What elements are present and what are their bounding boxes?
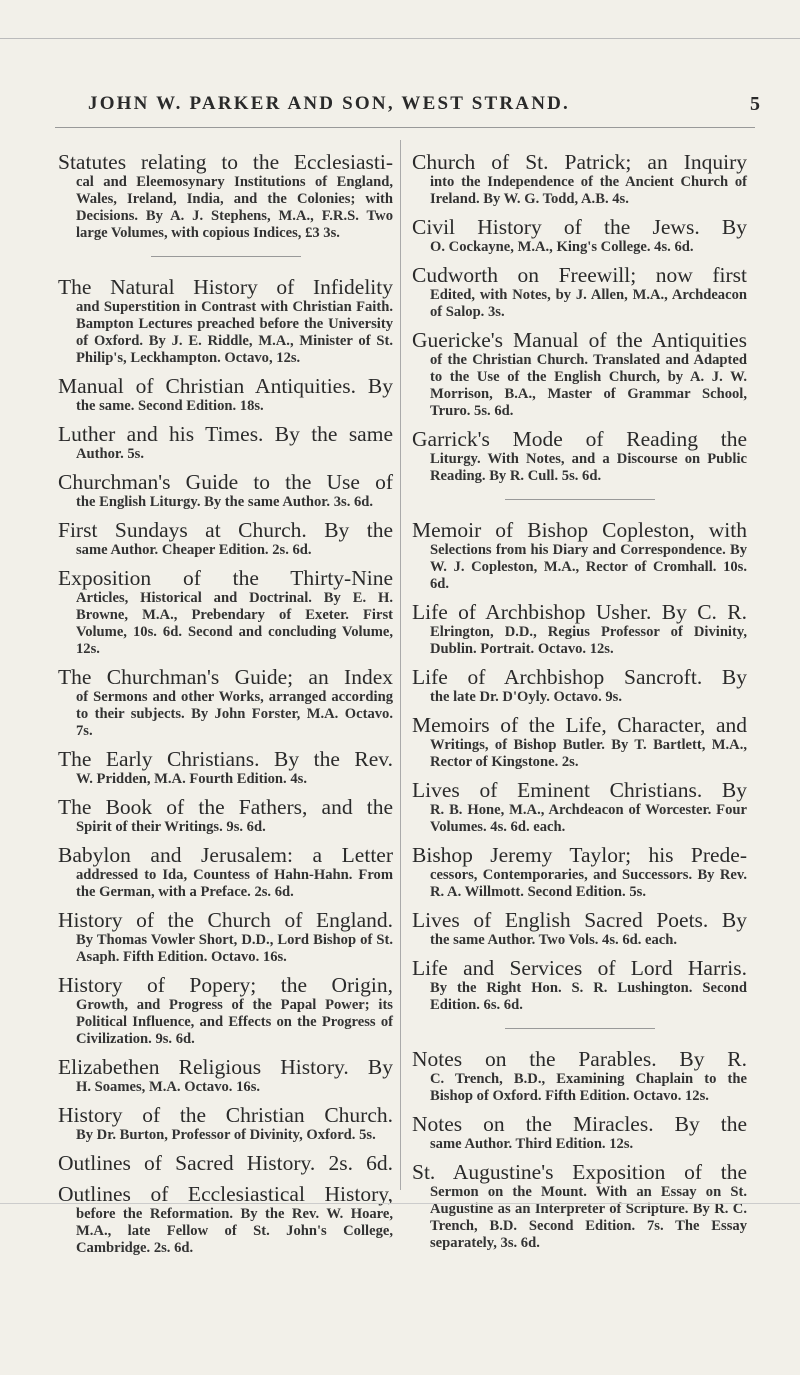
catalogue-entry	[58, 908, 393, 966]
catalogue-entry	[412, 778, 747, 836]
entry-title: Statutes relating to the Ecclesiasti-	[58, 150, 393, 174]
catalogue-entry	[412, 328, 747, 420]
entry-description: the English Liturgy. By the same Author. 3s. 6d.	[76, 494, 374, 510]
catalogue-entry	[58, 518, 393, 559]
entry-description: before the Reformation. By the Rev. W. Hoare, M.A., late Fellow of St. John's College, Cambridge. 2s. 6d.	[76, 1206, 393, 1256]
catalogue-entry	[58, 1151, 393, 1175]
entry-description: By Dr. Burton, Professor of Divinity, Oxford. 5s.	[76, 1127, 376, 1143]
entry-title: Exposition of the Thirty-Nine	[58, 566, 393, 590]
right-column	[412, 150, 747, 1259]
entry-title: Civil History of the Jews. By	[412, 215, 747, 239]
entry-title: Life and Services of Lord Harris.	[412, 956, 747, 980]
catalogue-entry	[412, 263, 747, 321]
entry-description: addressed to Ida, Countess of Hahn-Hahn. From the German, with a Preface. 2s. 6d.	[76, 867, 393, 900]
entry-description: the same Author. Two Vols. 4s. 6d. each.	[430, 932, 678, 948]
catalogue-entry	[58, 1182, 393, 1257]
entry-description: same Author. Cheaper Edition. 2s. 6d.	[76, 542, 312, 558]
catalogue-entry	[412, 600, 747, 658]
entry-title: Babylon and Jerusalem: a Letter	[58, 843, 393, 867]
entry-description: Edited, with Notes, by J. Allen, M.A., Archdeacon of Salop. 3s.	[430, 287, 747, 320]
entry-description: of Sermons and other Works, arranged according to their subjects. By John Forster, M.A. Octavo. 7s.	[76, 689, 393, 739]
entry-description: By Thomas Vowler Short, D.D., Lord Bishop of St. Asaph. Fifth Edition. Octavo. 16s.	[76, 932, 393, 965]
entry-title: Lives of Eminent Christians. By	[412, 778, 747, 802]
entry-description: Author. 5s.	[76, 446, 144, 462]
page-edge-line	[0, 38, 800, 39]
catalogue-entry	[412, 518, 747, 593]
entry-description: Spirit of their Writings. 9s. 6d.	[76, 819, 266, 835]
header-rule	[55, 127, 755, 128]
catalogue-entry	[412, 956, 747, 1014]
page-number: 5	[750, 93, 760, 115]
entry-title: Life of Archbishop Usher. By C. R.	[412, 600, 747, 624]
catalogue-entry	[58, 973, 393, 1048]
publisher-header: JOHN W. PARKER AND SON, WEST STRAND.	[88, 93, 570, 114]
entry-description: Elrington, D.D., Regius Professor of Divinity, Dublin. Portrait. Octavo. 12s.	[430, 624, 747, 657]
entry-title: Memoirs of the Life, Character, and	[412, 713, 747, 737]
section-divider	[505, 499, 655, 500]
catalogue-entry	[412, 1160, 747, 1252]
entry-description: By the Right Hon. S. R. Lushington. Second Edition. 6s. 6d.	[430, 980, 747, 1013]
catalogue-entry	[412, 1047, 747, 1105]
entry-description: Growth, and Progress of the Papal Power; its Political Influence, and Effects on the Progress of Civilization. 9s. 6d.	[76, 997, 393, 1047]
entry-title: First Sundays at Church. By the	[58, 518, 393, 542]
entry-description: O. Cockayne, M.A., King's College. 4s. 6d.	[430, 239, 694, 255]
catalogue-entry	[412, 665, 747, 706]
entry-title: History of the Church of England.	[58, 908, 393, 932]
catalogue-entry	[412, 427, 747, 485]
catalogue-entry	[58, 422, 393, 463]
entry-title: Outlines of Ecclesiastical History,	[58, 1182, 393, 1206]
entry-description: same Author. Third Edition. 12s.	[430, 1136, 634, 1152]
entry-title: Church of St. Patrick; an Inquiry	[412, 150, 747, 174]
entry-title: The Early Christians. By the Rev.	[58, 747, 393, 771]
entry-title: Luther and his Times. By the same	[58, 422, 393, 446]
catalogue-entry	[412, 150, 747, 208]
catalogue-entry	[58, 665, 393, 740]
catalogue-entry	[412, 908, 747, 949]
entry-title: Guericke's Manual of the Antiquities	[412, 328, 747, 352]
entry-title: Outlines of Sacred History. 2s. 6d.	[58, 1151, 393, 1175]
entry-title: History of Popery; the Origin,	[58, 973, 393, 997]
section-divider	[505, 1028, 655, 1029]
catalogue-entry	[58, 843, 393, 901]
entry-title: Notes on the Parables. By R.	[412, 1047, 747, 1071]
catalogue-entry	[412, 713, 747, 771]
catalogue-entry	[58, 374, 393, 415]
section-divider	[151, 256, 301, 257]
entry-title: Life of Archbishop Sancroft. By	[412, 665, 747, 689]
entry-title: Manual of Christian Antiquities. By	[58, 374, 393, 398]
entry-description: W. Pridden, M.A. Fourth Edition. 4s.	[76, 771, 307, 787]
catalogue-entry	[58, 795, 393, 836]
entry-description: Sermon on the Mount. With an Essay on St. Augustine as an Interpreter of Scripture. By R. C. Trench, B.D. Second Edition. 7s. The Essay separately, 3s. 6d.	[430, 1184, 747, 1251]
entry-description: Writings, of Bishop Butler. By T. Bartlett, M.A., Rector of Kingstone. 2s.	[430, 737, 747, 770]
entry-title: The Book of the Fathers, and the	[58, 795, 393, 819]
entry-description: the late Dr. D'Oyly. Octavo. 9s.	[430, 689, 622, 705]
catalogue-entry	[58, 1103, 393, 1144]
catalogue-entry	[58, 566, 393, 658]
catalogue-entry	[58, 470, 393, 511]
entry-title: Cudworth on Freewill; now first	[412, 263, 747, 287]
entry-description: Articles, Historical and Doctrinal. By E. H. Browne, M.A., Prebendary of Exeter. First Volume, 10s. 6d. Second and concluding Volume, 12s.	[76, 590, 393, 657]
entry-title: Bishop Jeremy Taylor; his Prede-	[412, 843, 747, 867]
entry-description: into the Independence of the Ancient Church of Ireland. By W. G. Todd, A.B. 4s.	[430, 174, 747, 207]
entry-title: Elizabethen Religious History. By	[58, 1055, 393, 1079]
entry-title: Lives of English Sacred Poets. By	[412, 908, 747, 932]
page-bottom-line	[0, 1203, 800, 1204]
entry-description: cal and Eleemosynary Institutions of England, Wales, Ireland, India, and the Colonies; with Decisions. By A. J. Stephens, M.A., F.R.S. Two large Volumes, with copious Indices, £3 3s.	[76, 174, 393, 241]
entry-title: St. Augustine's Exposition of the	[412, 1160, 747, 1184]
left-column	[58, 150, 393, 1264]
catalogue-entry	[412, 215, 747, 256]
entry-title: Memoir of Bishop Copleston, with	[412, 518, 747, 542]
entry-title: The Natural History of Infidelity	[58, 275, 393, 299]
entry-description: Selections from his Diary and Correspondence. By W. J. Copleston, M.A., Rector of Cromhall. 10s. 6d.	[430, 542, 747, 592]
entry-title: Churchman's Guide to the Use of	[58, 470, 393, 494]
running-header	[60, 93, 760, 119]
catalogue-entry	[58, 275, 393, 367]
entry-title: The Churchman's Guide; an Index	[58, 665, 393, 689]
entry-description: R. B. Hone, M.A., Archdeacon of Worcester. Four Volumes. 4s. 6d. each.	[430, 802, 747, 835]
entry-title: Notes on the Miracles. By the	[412, 1112, 747, 1136]
entry-description: C. Trench, B.D., Examining Chaplain to the Bishop of Oxford. Fifth Edition. Octavo. 12s.	[430, 1071, 747, 1104]
catalogue-entry	[412, 1112, 747, 1153]
column-divider	[400, 140, 401, 1190]
entry-description: and Superstition in Contrast with Christian Faith. Bampton Lectures preached before the University of Oxford. By J. E. Riddle, M.A., Minister of St. Philip's, Leckhampton. Octavo, 12s.	[76, 299, 393, 366]
catalogue-entry	[58, 1055, 393, 1096]
catalogue-entry	[58, 747, 393, 788]
catalogue-entry	[412, 843, 747, 901]
entry-title: Garrick's Mode of Reading the	[412, 427, 747, 451]
catalogue-entry	[58, 150, 393, 242]
entry-description: of the Christian Church. Translated and Adapted to the Use of the English Church, by A. J. W. Morrison, B.A., Master of Grammar School, Truro. 5s. 6d.	[430, 352, 747, 419]
entry-description: H. Soames, M.A. Octavo. 16s.	[76, 1079, 261, 1095]
entry-title: History of the Christian Church.	[58, 1103, 393, 1127]
entry-description: the same. Second Edition. 18s.	[76, 398, 264, 414]
entry-description: Liturgy. With Notes, and a Discourse on Public Reading. By R. Cull. 5s. 6d.	[430, 451, 747, 484]
entry-description: cessors, Contemporaries, and Successors. By Rev. R. A. Willmott. Second Edition. 5s.	[430, 867, 747, 900]
